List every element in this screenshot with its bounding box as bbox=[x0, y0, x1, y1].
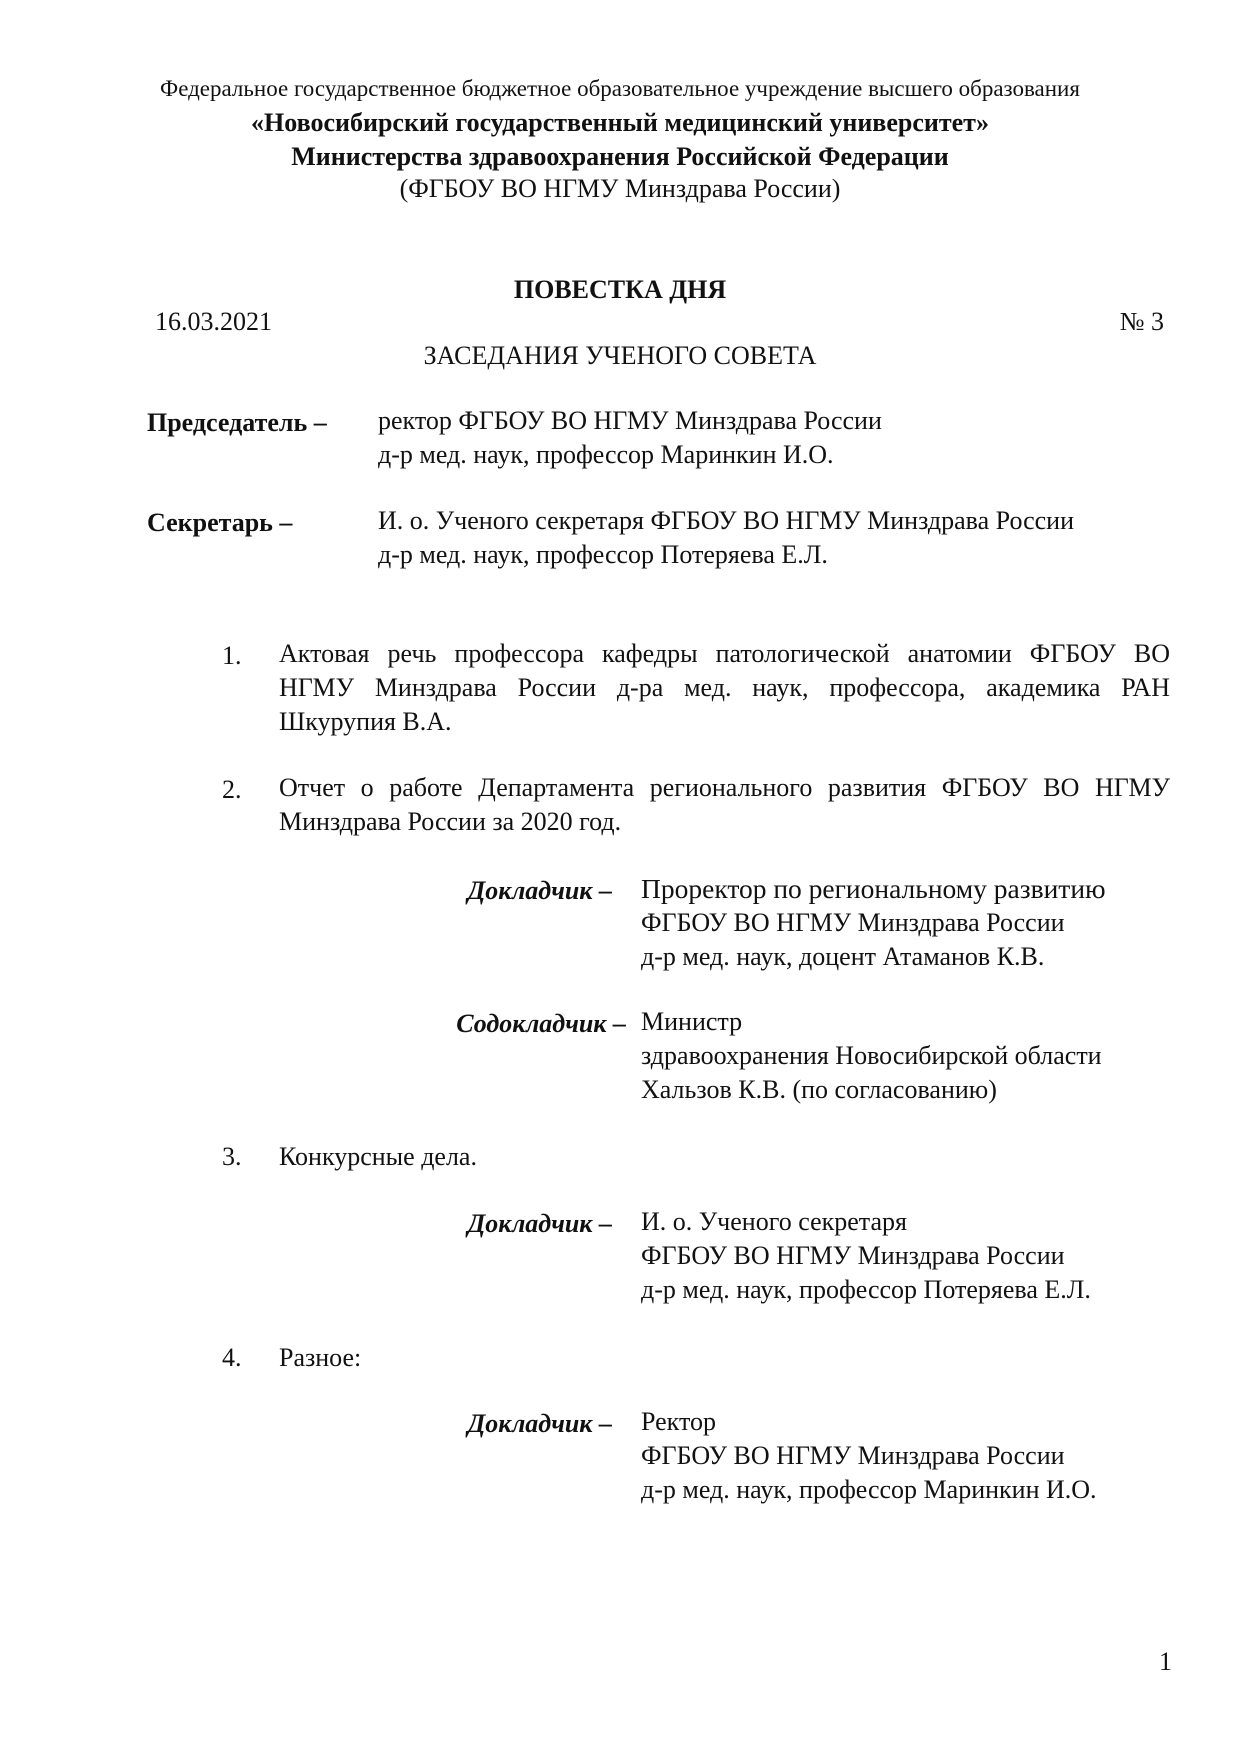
speaker-line: здравоохранения Новосибирской области bbox=[641, 1041, 1102, 1070]
agenda-item-text: Актовая речь профессора кафедры патологической анатомии ФГБОУ ВО НГМУ Минздрава России д-ра мед. наук, профессора, академика РАН Шкурупия В.А. bbox=[279, 639, 1170, 736]
speaker-line: Проректор по региональному развитию bbox=[641, 873, 1106, 904]
agenda-item-text: Отчет о работе Департамента регионального развития ФГБОУ ВО НГМУ Минздрава России за 2020 год. bbox=[279, 773, 1170, 836]
speaker-details bbox=[641, 1405, 1097, 1507]
secretary-details bbox=[378, 504, 1074, 572]
header-organization-type: Федеральное государственное бюджетное образовательное учреждение высшего образования bbox=[160, 76, 1080, 101]
agenda-item-number: 3. bbox=[222, 1142, 242, 1171]
secretary-name: д-р мед. наук, профессор Потеряева Е.Л. bbox=[378, 540, 828, 569]
speaker-label: Докладчик – bbox=[467, 1209, 612, 1238]
speaker-line: д-р мед. наук, профессор Потеряева Е.Л. bbox=[641, 1275, 1091, 1304]
header-abbreviation: (ФГБОУ ВО НГМУ Минздрава России) bbox=[399, 174, 841, 203]
speaker-line: ФГБОУ ВО НГМУ Минздрава России bbox=[641, 1441, 1065, 1470]
header-ministry: Министерства здравоохранения Российской Федерации bbox=[291, 142, 949, 171]
chairman-label: Председатель – bbox=[147, 408, 327, 437]
speaker-details bbox=[641, 1205, 1091, 1307]
speaker-details bbox=[641, 872, 1106, 974]
agenda-item-number: 1. bbox=[222, 641, 242, 670]
agenda-item-number: 2. bbox=[222, 775, 242, 804]
secretary-position: И. о. Ученого секретаря ФГБОУ ВО НГМУ Минздрава России bbox=[378, 506, 1074, 535]
chairman-name: д-р мед. наук, профессор Маринкин И.О. bbox=[378, 440, 834, 469]
document-number: № 3 bbox=[1119, 307, 1164, 336]
agenda-item-text: Разное: bbox=[279, 1343, 362, 1372]
speaker-line: ФГБОУ ВО НГМУ Минздрава России bbox=[641, 1241, 1065, 1270]
speaker-line: ФГБОУ ВО НГМУ Минздрава России bbox=[641, 908, 1065, 937]
chairman-position: ректор ФГБОУ ВО НГМУ Минздрава России bbox=[378, 406, 882, 435]
agenda-item-number: 4. bbox=[222, 1343, 242, 1372]
speaker-line: Ректор bbox=[641, 1407, 716, 1436]
agenda-item-text: Конкурсные дела. bbox=[279, 1142, 477, 1171]
speaker-label: Докладчик – bbox=[467, 876, 612, 905]
page-number: 1 bbox=[1159, 1647, 1172, 1676]
speaker-line: д-р мед. наук, профессор Маринкин И.О. bbox=[641, 1475, 1097, 1504]
chairman-details bbox=[378, 404, 882, 472]
speaker-label: Докладчик – bbox=[467, 1409, 612, 1438]
speaker-line: Хальзов К.В. (по согласованию) bbox=[641, 1075, 997, 1104]
secretary-label: Секретарь – bbox=[147, 508, 293, 537]
speaker-line: И. о. Ученого секретаря bbox=[641, 1207, 907, 1236]
document-title: ПОВЕСТКА ДНЯ bbox=[513, 275, 727, 304]
header-university-name: «Новосибирский государственный медицинский университет» bbox=[251, 108, 989, 137]
document-date: 16.03.2021 bbox=[155, 307, 272, 336]
document-subtitle: ЗАСЕДАНИЯ УЧЕНОГО СОВЕТА bbox=[423, 341, 817, 370]
co-speaker-details bbox=[641, 1005, 1102, 1107]
co-speaker-label: Содокладчик – bbox=[456, 1009, 626, 1038]
speaker-line: д-р мед. наук, доцент Атаманов К.В. bbox=[641, 942, 1045, 971]
speaker-line: Министр bbox=[641, 1007, 743, 1036]
